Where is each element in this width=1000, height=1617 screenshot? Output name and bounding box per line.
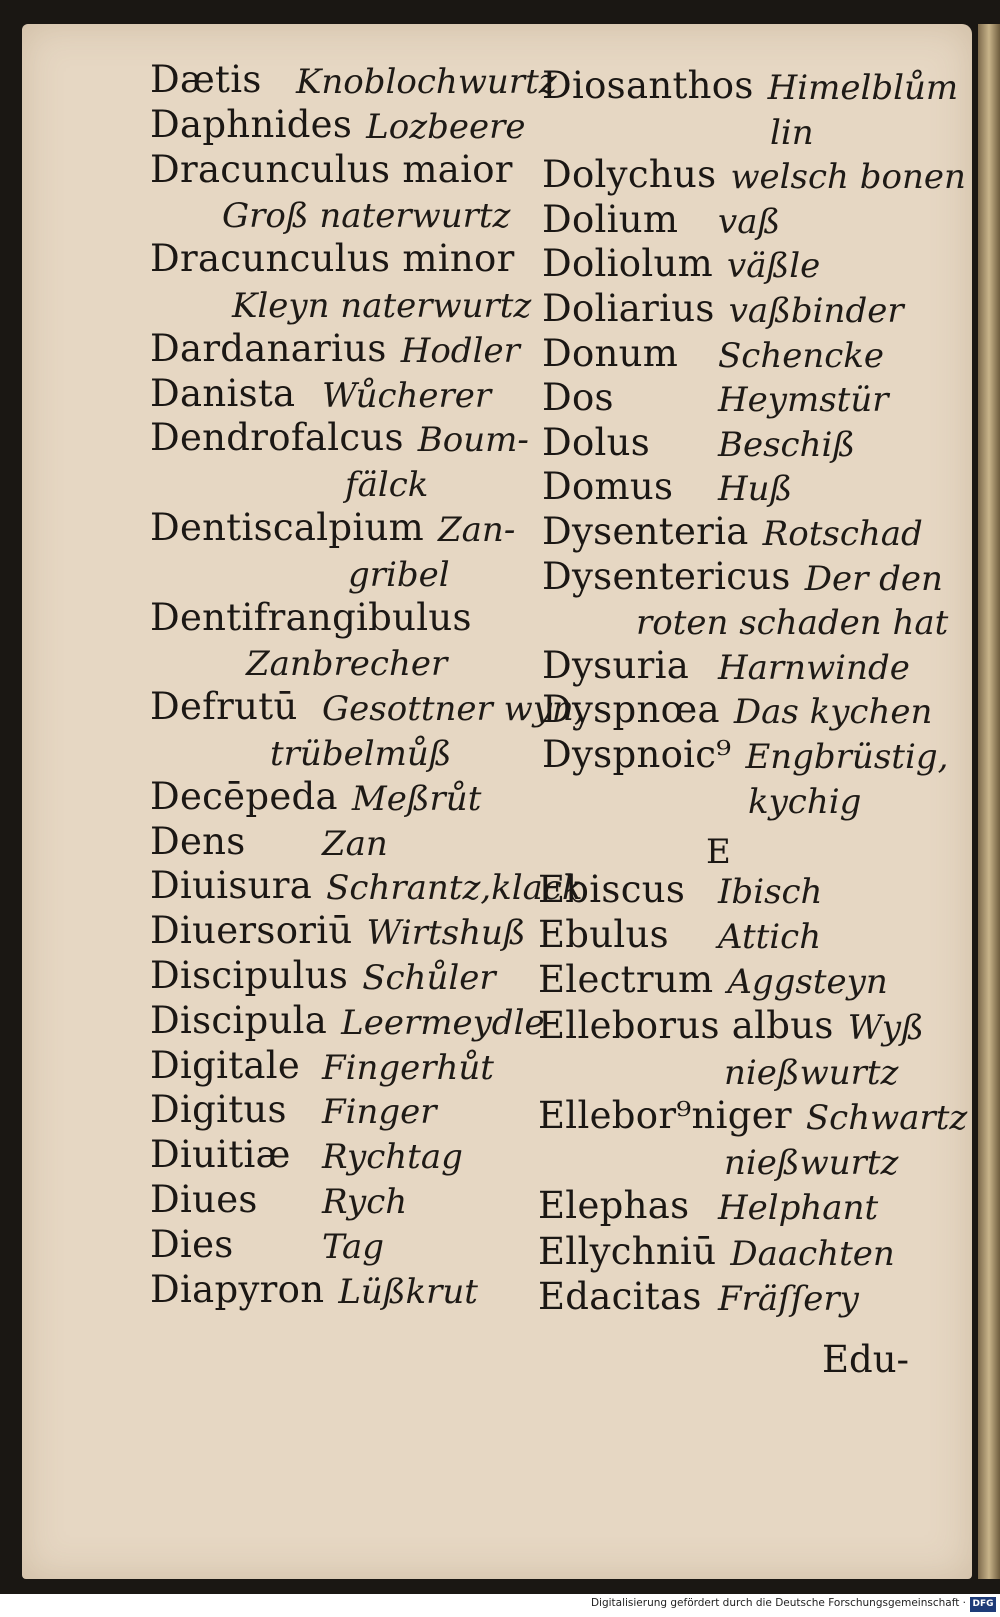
entry-latin: Ellebor⁹niger: [538, 1094, 792, 1137]
entry-german: Aggsteyn: [727, 962, 888, 1003]
entry-latin: Diosanthos: [542, 64, 754, 107]
entry-german: Der den: [804, 558, 943, 599]
entry-latin: Dies: [150, 1222, 234, 1266]
entry-german: fälck: [345, 465, 429, 506]
entry-german: Knoblochwurtz: [296, 62, 557, 102]
entry-latin: Doliolum: [542, 242, 714, 286]
entry-latin: Digitus: [150, 1088, 287, 1132]
entry-latin: Dyspnœa: [542, 688, 720, 732]
entry-german: nießwurtz: [724, 1052, 899, 1093]
entry-german: Schrantz,klack: [326, 868, 583, 909]
footer-credit: Digitalisierung gefördert durch die Deutsche Forschungsgemeinschaft ·: [590, 1597, 966, 1609]
entry-latin: Dolus: [542, 420, 651, 464]
entry-german: Wyß: [847, 1007, 924, 1048]
entry-latin: Dysuria: [542, 643, 690, 687]
entry-latin: Decēpeda: [150, 774, 338, 818]
entry-latin: Dracunculus minor: [150, 237, 515, 281]
page-edge: [978, 24, 1000, 1579]
entry-latin: Doliarius: [542, 287, 715, 330]
entry-german: Wůcherer: [322, 375, 492, 416]
entry-german: trübelmůß: [270, 734, 452, 774]
entry-german: väßle: [727, 246, 821, 287]
entry-german: Attich: [718, 917, 822, 958]
entry-german: nießwurtz: [724, 1143, 899, 1184]
entry-german: vaß: [718, 201, 781, 242]
entry-latin: Dentifrangibulus: [150, 595, 472, 639]
entry-german: Rychtag: [322, 1137, 463, 1178]
entry-german: Lozbeere: [366, 106, 526, 147]
entry-german: Fingerhůt: [322, 1047, 494, 1088]
entry-latin: Digitale: [150, 1043, 301, 1087]
entry-german: Harnwinde: [718, 647, 910, 688]
entry-latin: Dysenteria: [542, 510, 749, 553]
entry-latin: Dardanarius: [150, 326, 387, 370]
entry-german: Daachten: [730, 1233, 895, 1274]
entry-german: Fräſſery: [718, 1278, 859, 1319]
entry-latin: Dos: [542, 376, 614, 420]
entry-german: Gesottner wyn,: [322, 689, 585, 730]
entry-german: Lüßkrut: [338, 1271, 478, 1312]
entry-german: Wirtshuß: [366, 913, 526, 954]
entry-german: Finger: [322, 1092, 437, 1133]
entry-latin: Diues: [150, 1178, 258, 1221]
entry-german: lin: [770, 112, 814, 153]
entry-latin: Diapyron: [150, 1267, 325, 1311]
entry-latin: Ebulus: [538, 913, 669, 957]
entry-latin: Dyspnoic⁹: [542, 733, 732, 776]
entry-german: Kleyn naterwurtz: [232, 286, 532, 326]
entry-german: Beschiß: [718, 424, 856, 465]
entry-german: Das kychen: [733, 692, 933, 733]
entry-latin: Dolychus: [542, 153, 717, 197]
entry-latin: Electrum: [538, 958, 714, 1002]
entry-latin: Defrutū: [150, 685, 298, 729]
footer-bar: [0, 1594, 1000, 1617]
entry-latin: Dysentericus: [542, 554, 791, 598]
entry-german: Rotschad: [762, 514, 923, 554]
entry-latin: Dendrofalcus: [150, 416, 404, 460]
entry-latin: Ebiscus: [538, 868, 686, 911]
entry-latin: Elephas: [538, 1184, 690, 1228]
entry-german: Zan: [322, 823, 388, 864]
entry-german: Leermeydle: [341, 1002, 545, 1043]
entry-german: Meßrůt: [351, 778, 482, 819]
entry-latin: Discipula: [150, 998, 328, 1042]
catchword: Edu-: [822, 1338, 910, 1381]
entry-latin: Dolium: [542, 197, 679, 241]
entry-latin: Dentiscalpium: [150, 506, 425, 549]
entry-german: gribel: [348, 554, 450, 595]
entry-german: Himelblům: [767, 68, 959, 108]
entry-german: Schencke: [718, 335, 885, 376]
entry-german: Boum-: [417, 420, 529, 461]
entry-latin: Dætis: [150, 58, 262, 101]
entry-german: vaßbinder: [728, 291, 904, 331]
entry-german: Helphant: [718, 1188, 879, 1229]
entry-german: kychig: [748, 781, 862, 822]
entry-german: roten schaden hat: [636, 603, 949, 644]
entry-german: Hodler: [400, 330, 520, 371]
entry-german: Zan-: [438, 510, 516, 550]
entry-german: Ibisch: [718, 872, 823, 912]
entry-latin: Donum: [542, 331, 679, 375]
entry-latin: Edacitas: [538, 1274, 702, 1318]
entry-latin: Danista: [150, 371, 296, 415]
entry-latin: Diuisura: [150, 864, 313, 908]
entry-latin: Diuitiæ: [150, 1133, 291, 1177]
entry-german: Schůler: [362, 958, 496, 998]
entry-german: Schwartz: [805, 1098, 968, 1138]
entry-latin: Diuersoriū: [150, 909, 353, 953]
entry-latin: Dracunculus maior: [150, 147, 513, 191]
entry-german: Huß: [718, 469, 793, 510]
entry-german: welsch bonen: [730, 157, 966, 198]
entry-german: Tag: [322, 1226, 385, 1267]
section-letter: E: [706, 832, 731, 872]
entry-latin: Domus: [542, 465, 674, 509]
entry-german: Groß naterwurtz: [222, 196, 511, 237]
entry-german: Heymstür: [718, 380, 889, 421]
dfg-logo: DFG: [970, 1597, 996, 1612]
entry-latin: Elleborus albus: [538, 1003, 834, 1047]
entry-german: Zanbrecher: [246, 644, 448, 685]
entry-latin: Discipulus: [150, 954, 349, 997]
entry-latin: Daphnides: [150, 102, 353, 146]
entry-latin: Dens: [150, 819, 246, 863]
entry-latin: Ellychniū: [538, 1229, 717, 1273]
entry-german: Rych: [322, 1182, 408, 1222]
entry-german: Engbrüstig,: [745, 737, 949, 777]
